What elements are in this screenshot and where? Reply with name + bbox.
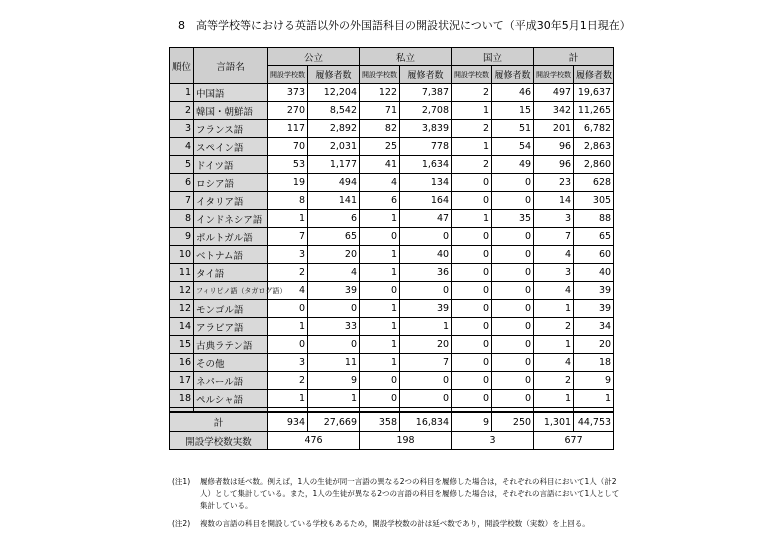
students-cell: 778 bbox=[400, 138, 452, 156]
students-cell: 141 bbox=[308, 192, 360, 210]
students-cell: 88 bbox=[574, 210, 614, 228]
schools-cell: 2 bbox=[534, 318, 574, 336]
language-cell: ドイツ語 bbox=[194, 156, 268, 174]
students-cell: 39 bbox=[400, 300, 452, 318]
schools-cell: 0 bbox=[452, 354, 492, 372]
schools-cell: 0 bbox=[452, 282, 492, 300]
total-cell: 934 bbox=[268, 412, 308, 432]
schools-cell: 0 bbox=[268, 336, 308, 354]
language-cell: フランス語 bbox=[194, 120, 268, 138]
schools-cell: 8 bbox=[268, 192, 308, 210]
students-cell: 0 bbox=[492, 318, 534, 336]
students-cell: 164 bbox=[400, 192, 452, 210]
schools-subheader: 開設学校数 bbox=[452, 66, 492, 84]
students-cell: 0 bbox=[400, 282, 452, 300]
students-cell: 0 bbox=[492, 300, 534, 318]
students-cell: 1,634 bbox=[400, 156, 452, 174]
students-cell: 51 bbox=[492, 120, 534, 138]
schools-cell: 96 bbox=[534, 156, 574, 174]
language-cell: ネパール語 bbox=[194, 372, 268, 390]
students-subheader: 履修者数 bbox=[492, 66, 534, 84]
rank-cell: 2 bbox=[170, 102, 194, 120]
schools-cell: 7 bbox=[534, 228, 574, 246]
students-cell: 3,839 bbox=[400, 120, 452, 138]
students-cell: 9 bbox=[574, 372, 614, 390]
note-label: (注1) bbox=[172, 477, 191, 486]
table-row bbox=[170, 174, 614, 192]
actual-schools-label: 開設学校数実数 bbox=[170, 432, 268, 450]
students-cell: 11,265 bbox=[574, 102, 614, 120]
schools-cell: 342 bbox=[534, 102, 574, 120]
language-cell: インドネシア語 bbox=[194, 210, 268, 228]
students-cell: 46 bbox=[492, 84, 534, 102]
table-row bbox=[170, 264, 614, 282]
schools-cell: 0 bbox=[452, 192, 492, 210]
students-cell: 2,892 bbox=[308, 120, 360, 138]
table-row bbox=[170, 138, 614, 156]
language-cell: その他 bbox=[194, 354, 268, 372]
schools-cell: 1 bbox=[534, 390, 574, 408]
rank-cell: 1 bbox=[170, 84, 194, 102]
language-cell: フィリピノ語（タガログ語） bbox=[194, 282, 268, 300]
actual-schools-cell: 677 bbox=[534, 432, 614, 450]
students-cell: 0 bbox=[308, 336, 360, 354]
schools-cell: 71 bbox=[360, 102, 400, 120]
schools-cell: 1 bbox=[360, 246, 400, 264]
students-cell: 2,863 bbox=[574, 138, 614, 156]
students-cell: 7,387 bbox=[400, 84, 452, 102]
actual-schools-cell: 3 bbox=[452, 432, 534, 450]
rank-cell: 10 bbox=[170, 246, 194, 264]
table-row bbox=[170, 282, 614, 300]
schools-cell: 0 bbox=[452, 336, 492, 354]
schools-cell: 3 bbox=[534, 210, 574, 228]
students-cell: 39 bbox=[308, 282, 360, 300]
table-row bbox=[170, 120, 614, 138]
schools-cell: 270 bbox=[268, 102, 308, 120]
schools-cell: 1 bbox=[360, 264, 400, 282]
schools-cell: 0 bbox=[360, 228, 400, 246]
schools-cell: 2 bbox=[268, 264, 308, 282]
students-cell: 2,860 bbox=[574, 156, 614, 174]
schools-cell: 1 bbox=[268, 318, 308, 336]
total-row bbox=[170, 412, 614, 432]
students-cell: 18 bbox=[574, 354, 614, 372]
language-cell: 中国語 bbox=[194, 84, 268, 102]
students-cell: 47 bbox=[400, 210, 452, 228]
national-header: 国立 bbox=[452, 48, 534, 66]
schools-cell: 201 bbox=[534, 120, 574, 138]
total-cell: 44,753 bbox=[574, 412, 614, 432]
students-cell: 2,708 bbox=[400, 102, 452, 120]
notes bbox=[172, 476, 622, 536]
table-row bbox=[170, 102, 614, 120]
students-cell: 0 bbox=[492, 354, 534, 372]
language-cell: モンゴル語 bbox=[194, 300, 268, 318]
students-cell: 0 bbox=[492, 264, 534, 282]
table-row bbox=[170, 84, 614, 102]
schools-cell: 122 bbox=[360, 84, 400, 102]
students-cell: 1 bbox=[400, 318, 452, 336]
students-cell: 0 bbox=[492, 228, 534, 246]
schools-cell: 41 bbox=[360, 156, 400, 174]
students-cell: 9 bbox=[308, 372, 360, 390]
schools-cell: 1 bbox=[360, 300, 400, 318]
rank-cell: 16 bbox=[170, 354, 194, 372]
students-cell: 20 bbox=[400, 336, 452, 354]
table-row bbox=[170, 354, 614, 372]
schools-cell: 1 bbox=[360, 318, 400, 336]
rank-cell: 12 bbox=[170, 300, 194, 318]
table-row bbox=[170, 318, 614, 336]
students-cell: 65 bbox=[308, 228, 360, 246]
students-cell: 20 bbox=[308, 246, 360, 264]
students-cell: 12,204 bbox=[308, 84, 360, 102]
students-subheader: 履修者数 bbox=[574, 66, 614, 84]
rank-cell: 6 bbox=[170, 174, 194, 192]
students-cell: 8,542 bbox=[308, 102, 360, 120]
table-row bbox=[170, 300, 614, 318]
rank-cell: 3 bbox=[170, 120, 194, 138]
students-cell: 15 bbox=[492, 102, 534, 120]
rank-header: 順位 bbox=[170, 48, 194, 84]
total-cell: 250 bbox=[492, 412, 534, 432]
schools-cell: 2 bbox=[268, 372, 308, 390]
students-cell: 39 bbox=[574, 282, 614, 300]
schools-cell: 1 bbox=[534, 336, 574, 354]
table-row bbox=[170, 372, 614, 390]
schools-cell: 1 bbox=[534, 300, 574, 318]
table-row bbox=[170, 390, 614, 408]
students-cell: 1 bbox=[574, 390, 614, 408]
students-cell: 19,637 bbox=[574, 84, 614, 102]
rank-cell: 17 bbox=[170, 372, 194, 390]
schools-cell: 117 bbox=[268, 120, 308, 138]
rank-cell: 7 bbox=[170, 192, 194, 210]
language-table bbox=[169, 47, 614, 450]
schools-cell: 3 bbox=[268, 354, 308, 372]
schools-subheader: 開設学校数 bbox=[360, 66, 400, 84]
schools-cell: 0 bbox=[452, 300, 492, 318]
students-cell: 35 bbox=[492, 210, 534, 228]
total-cell: 27,669 bbox=[308, 412, 360, 432]
students-cell: 0 bbox=[308, 300, 360, 318]
language-cell: ポルトガル語 bbox=[194, 228, 268, 246]
schools-cell: 6 bbox=[360, 192, 400, 210]
students-cell: 6,782 bbox=[574, 120, 614, 138]
rank-cell: 12 bbox=[170, 282, 194, 300]
public-header: 公立 bbox=[268, 48, 360, 66]
table-row bbox=[170, 210, 614, 228]
schools-cell: 2 bbox=[452, 84, 492, 102]
rank-cell: 18 bbox=[170, 390, 194, 408]
schools-cell: 25 bbox=[360, 138, 400, 156]
table-title: 8 高等学校等における英語以外の外国語科目の開設状況について（平成30年5月1日現在） bbox=[178, 19, 631, 32]
students-cell: 34 bbox=[574, 318, 614, 336]
total-cell: 1,301 bbox=[534, 412, 574, 432]
students-subheader: 履修者数 bbox=[308, 66, 360, 84]
schools-cell: 0 bbox=[452, 174, 492, 192]
students-cell: 628 bbox=[574, 174, 614, 192]
schools-cell: 0 bbox=[452, 246, 492, 264]
table-row bbox=[170, 228, 614, 246]
total-cell: 16,834 bbox=[400, 412, 452, 432]
students-cell: 0 bbox=[400, 228, 452, 246]
rank-cell: 11 bbox=[170, 264, 194, 282]
language-cell: イタリア語 bbox=[194, 192, 268, 210]
schools-cell: 0 bbox=[452, 264, 492, 282]
schools-cell: 70 bbox=[268, 138, 308, 156]
schools-cell: 2 bbox=[534, 372, 574, 390]
schools-cell: 1 bbox=[360, 336, 400, 354]
students-cell: 1,177 bbox=[308, 156, 360, 174]
language-cell: 古典ラテン語 bbox=[194, 336, 268, 354]
rank-cell: 9 bbox=[170, 228, 194, 246]
schools-cell: 23 bbox=[534, 174, 574, 192]
language-cell: 韓国・朝鮮語 bbox=[194, 102, 268, 120]
language-cell: アラビア語 bbox=[194, 318, 268, 336]
students-cell: 0 bbox=[400, 372, 452, 390]
students-cell: 134 bbox=[400, 174, 452, 192]
schools-cell: 96 bbox=[534, 138, 574, 156]
note-item bbox=[172, 518, 622, 530]
actual-schools-row bbox=[170, 432, 614, 450]
students-cell: 4 bbox=[308, 264, 360, 282]
schools-cell: 1 bbox=[268, 390, 308, 408]
total-label: 計 bbox=[170, 412, 268, 432]
language-cell: ペルシャ語 bbox=[194, 390, 268, 408]
schools-cell: 7 bbox=[268, 228, 308, 246]
schools-cell: 2 bbox=[452, 156, 492, 174]
total-cell: 9 bbox=[452, 412, 492, 432]
note-label: (注2) bbox=[172, 519, 191, 528]
students-subheader: 履修者数 bbox=[400, 66, 452, 84]
rank-cell: 4 bbox=[170, 138, 194, 156]
schools-cell: 3 bbox=[534, 264, 574, 282]
rank-cell: 15 bbox=[170, 336, 194, 354]
students-cell: 11 bbox=[308, 354, 360, 372]
schools-cell: 0 bbox=[360, 372, 400, 390]
schools-cell: 0 bbox=[452, 372, 492, 390]
students-cell: 0 bbox=[400, 390, 452, 408]
schools-cell: 0 bbox=[452, 390, 492, 408]
schools-cell: 497 bbox=[534, 84, 574, 102]
students-cell: 7 bbox=[400, 354, 452, 372]
schools-cell: 373 bbox=[268, 84, 308, 102]
schools-cell: 1 bbox=[452, 210, 492, 228]
schools-cell: 2 bbox=[452, 120, 492, 138]
rank-cell: 14 bbox=[170, 318, 194, 336]
schools-cell: 1 bbox=[360, 354, 400, 372]
note-item bbox=[172, 476, 622, 512]
schools-cell: 0 bbox=[452, 228, 492, 246]
schools-cell: 4 bbox=[268, 282, 308, 300]
students-cell: 0 bbox=[492, 336, 534, 354]
schools-cell: 14 bbox=[534, 192, 574, 210]
language-header: 言語名 bbox=[194, 48, 268, 84]
schools-subheader: 開設学校数 bbox=[268, 66, 308, 84]
students-cell: 0 bbox=[492, 192, 534, 210]
private-header: 私立 bbox=[360, 48, 452, 66]
table-row bbox=[170, 246, 614, 264]
students-cell: 0 bbox=[492, 390, 534, 408]
schools-cell: 82 bbox=[360, 120, 400, 138]
students-cell: 494 bbox=[308, 174, 360, 192]
students-cell: 2,031 bbox=[308, 138, 360, 156]
students-cell: 36 bbox=[400, 264, 452, 282]
language-cell: タイ語 bbox=[194, 264, 268, 282]
note-text: 履修者数は延べ数。例えば，1人の生徒が同一言語の異なる2つの科目を履修した場合は，それぞれの科目において1人（計2人）として集計している。また，1人の生徒が異なる2つの言語の科目を履修した場合は，それぞれの言語において1人として集計している。 bbox=[200, 477, 620, 510]
students-cell: 49 bbox=[492, 156, 534, 174]
students-cell: 0 bbox=[492, 246, 534, 264]
students-cell: 65 bbox=[574, 228, 614, 246]
schools-cell: 1 bbox=[360, 210, 400, 228]
table-row bbox=[170, 336, 614, 354]
language-cell: ベトナム語 bbox=[194, 246, 268, 264]
language-cell: ロシア語 bbox=[194, 174, 268, 192]
schools-subheader: 開設学校数 bbox=[534, 66, 574, 84]
total-cell: 358 bbox=[360, 412, 400, 432]
schools-cell: 4 bbox=[534, 246, 574, 264]
students-cell: 0 bbox=[492, 174, 534, 192]
rank-cell: 5 bbox=[170, 156, 194, 174]
students-cell: 40 bbox=[574, 264, 614, 282]
note-text: 複数の言語の科目を開設している学校もあるため，開設学校数の計は延べ数であり，開設学校数（実数）を上回る。 bbox=[200, 519, 590, 528]
total-header: 計 bbox=[534, 48, 614, 66]
schools-cell: 4 bbox=[360, 174, 400, 192]
students-cell: 33 bbox=[308, 318, 360, 336]
students-cell: 0 bbox=[492, 282, 534, 300]
actual-schools-cell: 476 bbox=[268, 432, 360, 450]
schools-cell: 4 bbox=[534, 282, 574, 300]
schools-cell: 1 bbox=[268, 210, 308, 228]
schools-cell: 4 bbox=[534, 354, 574, 372]
students-cell: 6 bbox=[308, 210, 360, 228]
schools-cell: 0 bbox=[452, 318, 492, 336]
schools-cell: 1 bbox=[452, 138, 492, 156]
students-cell: 20 bbox=[574, 336, 614, 354]
students-cell: 54 bbox=[492, 138, 534, 156]
students-cell: 0 bbox=[492, 372, 534, 390]
schools-cell: 0 bbox=[268, 300, 308, 318]
students-cell: 40 bbox=[400, 246, 452, 264]
students-cell: 60 bbox=[574, 246, 614, 264]
schools-cell: 0 bbox=[360, 282, 400, 300]
students-cell: 39 bbox=[574, 300, 614, 318]
schools-cell: 19 bbox=[268, 174, 308, 192]
rank-cell: 8 bbox=[170, 210, 194, 228]
schools-cell: 3 bbox=[268, 246, 308, 264]
table-row bbox=[170, 192, 614, 210]
schools-cell: 1 bbox=[452, 102, 492, 120]
actual-schools-cell: 198 bbox=[360, 432, 452, 450]
students-cell: 305 bbox=[574, 192, 614, 210]
students-cell: 1 bbox=[308, 390, 360, 408]
schools-cell: 53 bbox=[268, 156, 308, 174]
schools-cell: 0 bbox=[360, 390, 400, 408]
language-cell: スペイン語 bbox=[194, 138, 268, 156]
table-row bbox=[170, 156, 614, 174]
